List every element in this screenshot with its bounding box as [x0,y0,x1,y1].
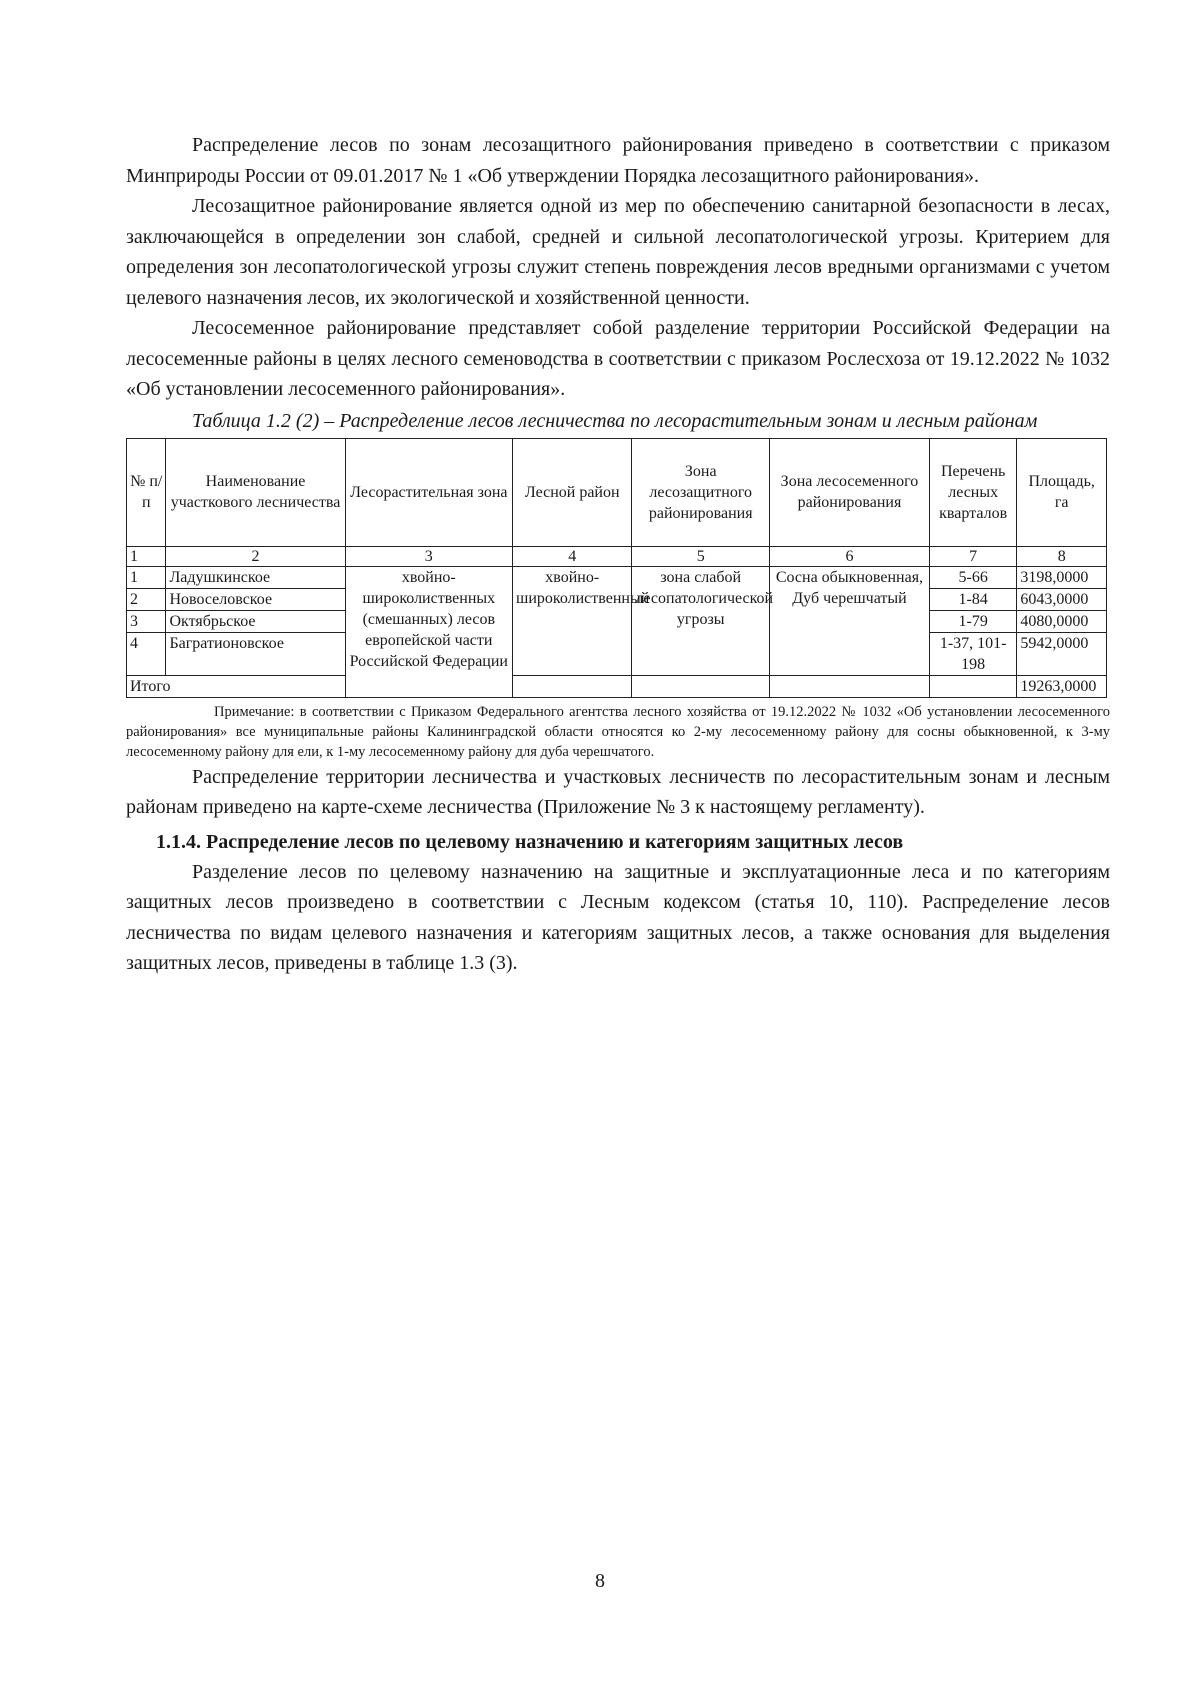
row-name: Октябрьское [166,610,345,632]
forest-district-cell: хвойно-широколиственный [513,566,632,675]
row-num: 1 [127,566,166,588]
row-name: Ладушкинское [166,566,345,588]
header-name: Наименование участкового лесничества [166,438,345,546]
paragraph-seed-zoning: Лесосеменное районирование представляет собой разделение территории Российской Федерации на лесосеменные районы в целях лесного семеноводства в соответствии с приказом Рослесхоза от 19.12.2022 № 1032 «Об установлении лесосеменного районирования». [126,317,1110,400]
veg-zone-cell: хвойно-широколиственных (смешанных) лесов европейской части Российской Федерации [345,566,512,697]
total-empty [632,675,770,697]
header-quarters: Перечень лесных кварталов [929,438,1016,546]
row-quarters: 1-37, 101-198 [929,632,1016,675]
col-number: 4 [513,546,632,566]
row-num: 2 [127,588,166,610]
header-protection-zone: Зона лесозащитного районирования [632,438,770,546]
col-number: 3 [345,546,512,566]
total-empty [929,675,1016,697]
row-quarters: 1-84 [929,588,1016,610]
row-num: 4 [127,632,166,675]
header-num: № п/п [127,438,166,546]
total-area: 19263,0000 [1017,675,1107,697]
page-number: 8 [595,1570,605,1592]
total-label: Итого [127,675,346,697]
header-area: Площадь, га [1017,438,1107,546]
col-number: 8 [1017,546,1107,566]
table-header-row [127,438,1107,546]
row-num: 3 [127,610,166,632]
header-seed-zone: Зона лесосеменного районирования [769,438,929,546]
row-area: 5942,0000 [1017,632,1107,675]
row-area: 3198,0000 [1017,566,1107,588]
row-area: 6043,0000 [1017,588,1107,610]
row-quarters: 5-66 [929,566,1016,588]
header-forest-district: Лесной район [513,438,632,546]
table-row [127,566,1107,588]
protection-zone-cell: зона слабой лесопатологической угрозы [632,566,770,675]
paragraph-purpose-categories: Разделение лесов по целевому назначению на защитные и эксплуатационные леса и по категориям защитных лесов произведено в соответствии с Лесным кодексом (статья 10, 110). Распределение лесов лесничества по видам целевого назначения и категориям защитных лесов, а также основания для выделения защитных лесов, приведены в таблице 1.3 (3). [126,860,1110,974]
header-veg-zone: Лесорастительная зона [345,438,512,546]
page-content [126,130,1110,979]
paragraph-protection-zoning: Распределение лесов по зонам лесозащитного районирования приведено в соответствии с приказом Минприроды России от 09.01.2017 № 1 «Об утверждении Порядка лесозащитного районирования». [126,134,1110,187]
col-number: 1 [127,546,166,566]
section-heading: 1.1.4. Распределение лесов по целевому назначению и категориям защитных лесов [156,830,904,853]
column-number-row [127,546,1107,566]
table-total-row [127,675,1107,697]
table-caption: Таблица 1.2 (2) – Распределение лесов лесничества по лесорастительным зонам и лесным районам [192,409,1038,432]
row-area: 4080,0000 [1017,610,1107,632]
col-number: 2 [166,546,345,566]
forest-zones-table [126,438,1107,698]
row-quarters: 1-79 [929,610,1016,632]
row-name: Багратионовское [166,632,345,675]
table-note: Примечание: в соответствии с Приказом Федерального агентства лесного хозяйства от 19.12.2022 № 1032 «Об установлении лесосеменного районирования» все муниципальные районы Калининградской области относятся ко 2-му лесосеменному району для сосны обыкновенной, к 3-му лесосеменному району для ели, к 1-му лесосеменному району для дуба черешчатого. [126,703,1110,760]
row-name: Новоселовское [166,588,345,610]
col-number: 6 [769,546,929,566]
paragraph-protection-definition: Лесозащитное районирование является одной из мер по обеспечению санитарной безопасности в лесах, заключающейся в определении зон слабой, средней и сильной лесопатологической угрозы. Критерием для определения зон лесопатологической угрозы служит степень повреждения лесов вредными организмами с учетом целевого назначения лесов, их экологической и хозяйственной ценности. [126,195,1110,309]
total-empty [513,675,632,697]
col-number: 7 [929,546,1016,566]
paragraph-map-reference: Распределение территории лесничества и участковых лесничеств по лесорастительным зонам и лесным районам приведено на карте-схеме лесничества (Приложение № 3 к настоящему регламенту). [126,765,1110,818]
col-number: 5 [632,546,770,566]
seed-zone-cell: Сосна обыкновенная, Дуб черешчатый [769,566,929,675]
total-empty [769,675,929,697]
